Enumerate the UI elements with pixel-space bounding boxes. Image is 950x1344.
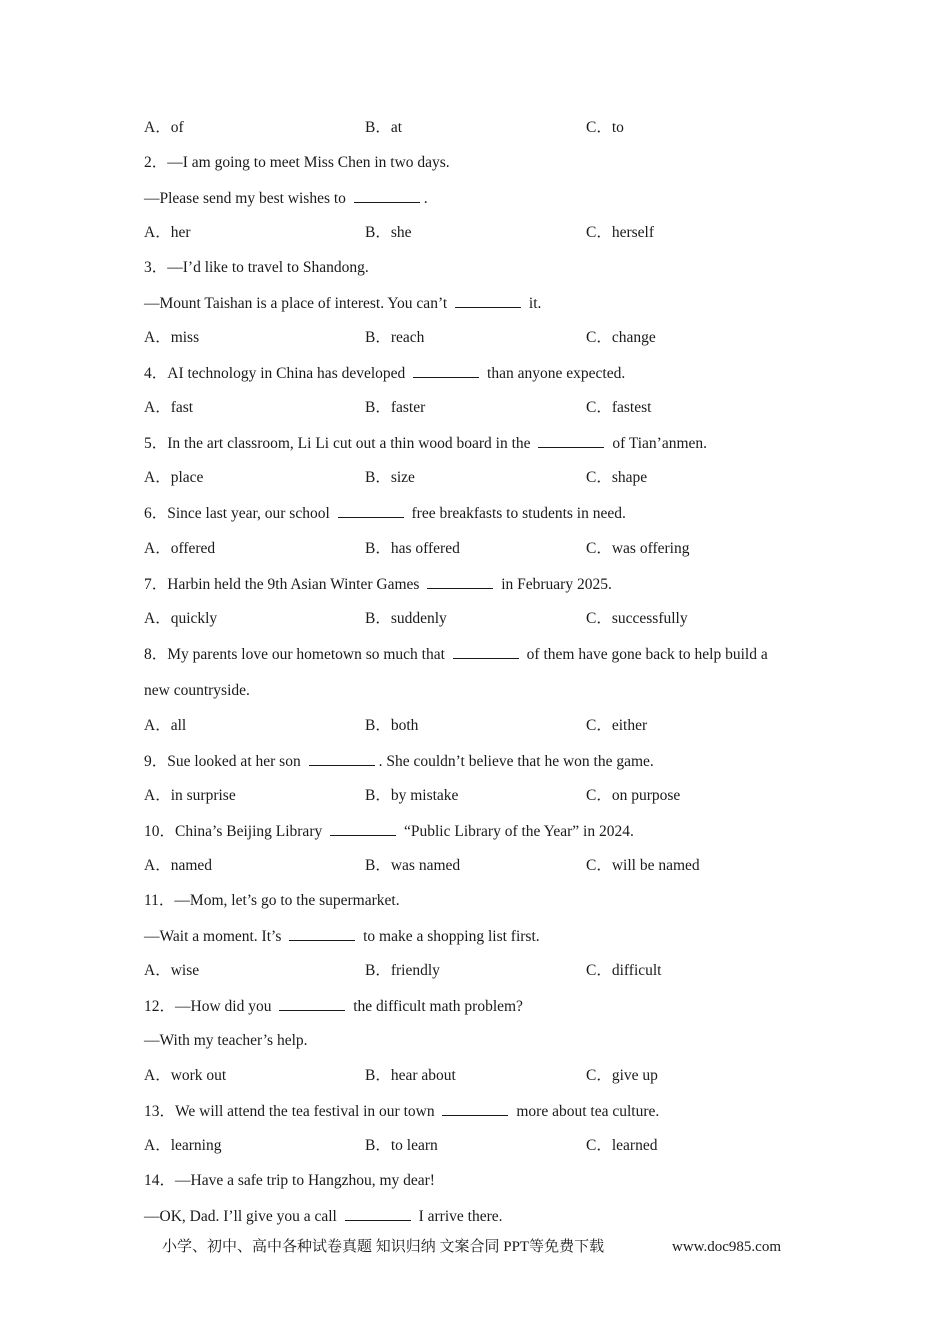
question-13-option-c[interactable]: C．learned bbox=[586, 1137, 658, 1154]
question-text: to make a shopping list first. bbox=[359, 928, 540, 945]
answer-blank bbox=[279, 996, 345, 1011]
question-6-line-1 bbox=[144, 503, 626, 524]
question-text: . She couldn’t believe that he won the game. bbox=[378, 753, 654, 770]
question-text: 13．We will attend the tea festival in our town bbox=[144, 1103, 439, 1120]
question-2-option-b[interactable]: B．she bbox=[365, 224, 412, 241]
question-text: in February 2025. bbox=[497, 576, 612, 593]
question-14-line-1 bbox=[144, 1171, 435, 1191]
question-5-line-1 bbox=[144, 433, 707, 454]
question-text: —Mount Taishan is a place of interest. You can’t bbox=[144, 295, 452, 312]
question-6-option-a[interactable]: A．offered bbox=[144, 540, 216, 557]
question-5-option-b[interactable]: B．size bbox=[365, 469, 415, 486]
question-text: 10．China’s Beijing Library bbox=[144, 823, 327, 840]
question-2-line-1 bbox=[144, 153, 450, 173]
question-6-option-b[interactable]: B．has offered bbox=[365, 540, 460, 557]
question-1-option-b[interactable]: B．at bbox=[365, 119, 403, 136]
question-3-line-1 bbox=[144, 258, 369, 278]
answer-blank bbox=[455, 293, 521, 308]
question-text: 9．Sue looked at her son bbox=[144, 753, 305, 770]
question-2-option-c[interactable]: C．herself bbox=[586, 224, 655, 241]
question-10-option-a[interactable]: A．named bbox=[144, 857, 213, 874]
question-6-option-c[interactable]: C．was offering bbox=[586, 540, 690, 557]
question-8-line-1 bbox=[144, 644, 768, 665]
answer-blank bbox=[538, 433, 604, 448]
question-text: 5．In the art classroom, Li Li cut out a thin wood board in the bbox=[144, 435, 535, 452]
question-text: 4．AI technology in China has developed bbox=[144, 365, 410, 382]
question-text: 7．Harbin held the 9th Asian Winter Games bbox=[144, 576, 424, 593]
question-text: “Public Library of the Year” in 2024. bbox=[400, 823, 634, 840]
question-11-line-1 bbox=[144, 891, 400, 911]
question-text: than anyone expected. bbox=[483, 365, 626, 382]
question-10-option-c[interactable]: C．will be named bbox=[586, 857, 700, 874]
question-text: 11．—Mom, let’s go to the supermarket. bbox=[144, 892, 400, 909]
question-text: 3．—I’d like to travel to Shandong. bbox=[144, 259, 369, 276]
question-4-line-1 bbox=[144, 363, 625, 384]
question-text: of them have gone back to help build a bbox=[522, 646, 768, 663]
question-text: more about tea culture. bbox=[512, 1103, 660, 1120]
question-12-option-c[interactable]: C．give up bbox=[586, 1067, 658, 1084]
question-13-option-a[interactable]: A．learning bbox=[144, 1137, 222, 1154]
question-3-option-b[interactable]: B．reach bbox=[365, 329, 425, 346]
answer-blank bbox=[354, 188, 420, 203]
question-12-option-b[interactable]: B．hear about bbox=[365, 1067, 456, 1084]
question-text: 8．My parents love our hometown so much that bbox=[144, 646, 449, 663]
question-12-line-2 bbox=[144, 1031, 308, 1051]
question-2-option-a[interactable]: A．her bbox=[144, 224, 191, 241]
answer-blank bbox=[453, 644, 519, 659]
answer-blank bbox=[309, 751, 375, 766]
question-13-line-1 bbox=[144, 1101, 659, 1122]
footer-promo-text: 小学、初中、高中各种试卷真题 知识归纳 文案合同 PPT等免费下载 bbox=[162, 1239, 605, 1255]
question-3-option-c[interactable]: C．change bbox=[586, 329, 656, 346]
question-4-option-b[interactable]: B．faster bbox=[365, 399, 426, 416]
question-text: . bbox=[423, 190, 428, 207]
question-13-option-b[interactable]: B．to learn bbox=[365, 1137, 438, 1154]
answer-blank bbox=[427, 574, 493, 589]
question-text: 14．—Have a safe trip to Hangzhou, my dear! bbox=[144, 1172, 435, 1189]
question-3-option-a[interactable]: A．miss bbox=[144, 329, 200, 346]
answer-blank bbox=[330, 821, 396, 836]
answer-blank bbox=[442, 1101, 508, 1116]
question-7-line-1 bbox=[144, 574, 612, 595]
answer-blank bbox=[289, 926, 355, 941]
question-8-option-a[interactable]: A．all bbox=[144, 717, 187, 734]
question-9-option-a[interactable]: A．in surprise bbox=[144, 787, 236, 804]
question-8-option-c[interactable]: C．either bbox=[586, 717, 648, 734]
question-7-option-b[interactable]: B．suddenly bbox=[365, 610, 447, 627]
footer-website-link[interactable]: www.doc985.com bbox=[672, 1239, 782, 1255]
question-text: new countryside. bbox=[144, 682, 250, 699]
question-11-line-2 bbox=[144, 926, 540, 947]
question-9-option-c[interactable]: C．on purpose bbox=[586, 787, 681, 804]
question-text: —OK, Dad. I’ll give you a call bbox=[144, 1208, 341, 1225]
answer-blank bbox=[345, 1206, 411, 1221]
question-14-line-2 bbox=[144, 1206, 503, 1227]
question-text: 12．—How did you bbox=[144, 998, 276, 1015]
question-10-option-b[interactable]: B．was named bbox=[365, 857, 461, 874]
question-5-option-c[interactable]: C．shape bbox=[586, 469, 648, 486]
question-4-option-c[interactable]: C．fastest bbox=[586, 399, 652, 416]
question-9-line-1 bbox=[144, 751, 654, 772]
question-2-line-2 bbox=[144, 188, 428, 209]
question-1-option-c[interactable]: C．to bbox=[586, 119, 624, 136]
question-8-option-b[interactable]: B．both bbox=[365, 717, 419, 734]
question-1-option-a[interactable]: A．of bbox=[144, 119, 184, 136]
question-12-line-1 bbox=[144, 996, 523, 1017]
answer-blank bbox=[338, 503, 404, 518]
question-text: of Tian’anmen. bbox=[608, 435, 708, 452]
answer-blank bbox=[413, 363, 479, 378]
question-text: 6．Since last year, our school bbox=[144, 505, 334, 522]
question-11-option-b[interactable]: B．friendly bbox=[365, 962, 440, 979]
question-text: the difficult math problem? bbox=[349, 998, 523, 1015]
question-12-option-a[interactable]: A．work out bbox=[144, 1067, 227, 1084]
question-text: I arrive there. bbox=[414, 1208, 503, 1225]
question-7-option-c[interactable]: C．successfully bbox=[586, 610, 688, 627]
question-4-option-a[interactable]: A．fast bbox=[144, 399, 194, 416]
question-8-line-2 bbox=[144, 681, 250, 701]
question-3-line-2 bbox=[144, 293, 541, 314]
question-text: free breakfasts to students in need. bbox=[407, 505, 626, 522]
question-11-option-c[interactable]: C．difficult bbox=[586, 962, 662, 979]
question-text: —Wait a moment. It’s bbox=[144, 928, 286, 945]
question-text: —With my teacher’s help. bbox=[144, 1032, 308, 1049]
question-text: —Please send my best wishes to bbox=[144, 190, 350, 207]
question-5-option-a[interactable]: A．place bbox=[144, 469, 204, 486]
question-7-option-a[interactable]: A．quickly bbox=[144, 610, 218, 627]
question-9-option-b[interactable]: B．by mistake bbox=[365, 787, 459, 804]
question-11-option-a[interactable]: A．wise bbox=[144, 962, 200, 979]
question-text: 2．—I am going to meet Miss Chen in two days. bbox=[144, 154, 450, 171]
question-text: it. bbox=[525, 295, 542, 312]
question-10-line-1 bbox=[144, 821, 634, 842]
